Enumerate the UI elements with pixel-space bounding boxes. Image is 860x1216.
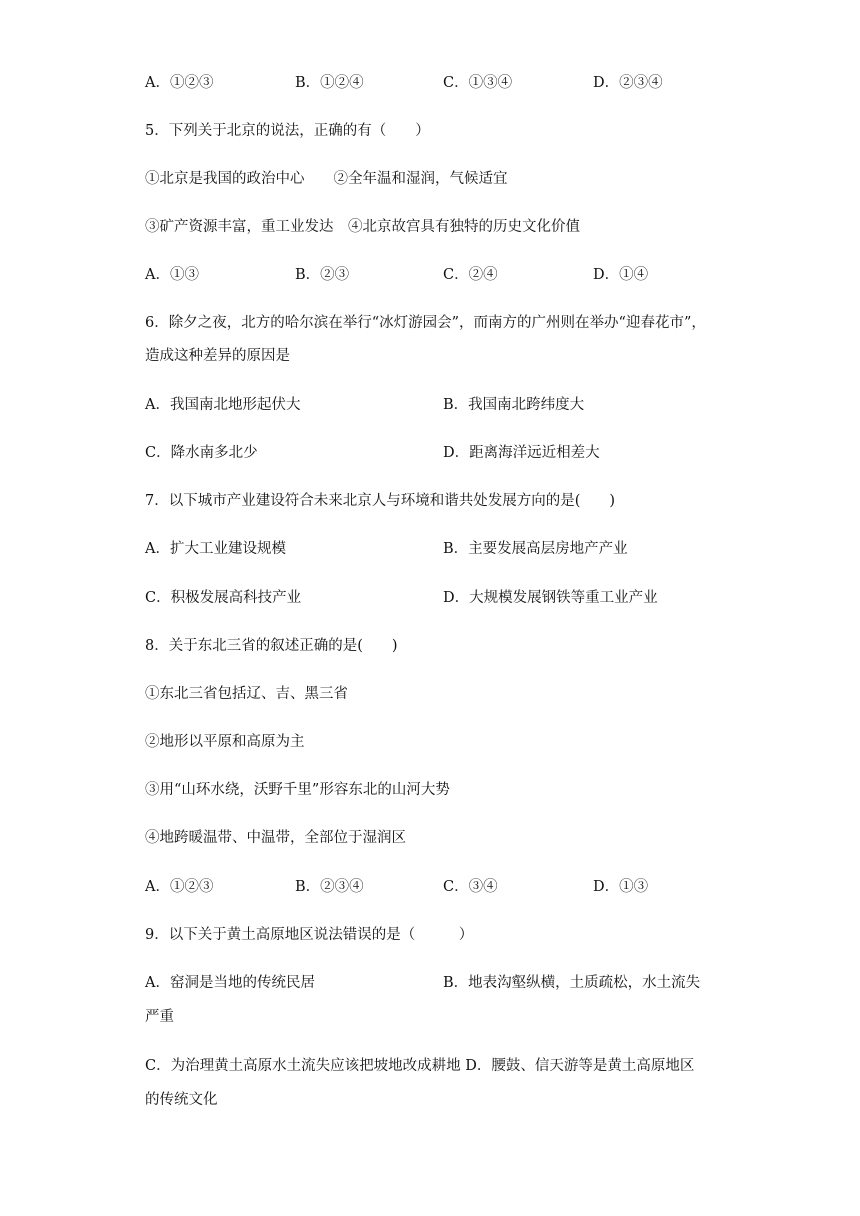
q9-stem: 9．以下关于黄土高原地区说法错误的是（ ） bbox=[145, 927, 474, 943]
q7-option-a: A．扩大工业建设规模 bbox=[145, 541, 286, 557]
q7-option-d: D．大规模发展钢铁等重工业产业 bbox=[443, 590, 658, 606]
q7-option-c: C．积极发展高科技产业 bbox=[145, 590, 302, 606]
q6-stem-line1: 6．除夕之夜，北方的哈尔滨在举行“冰灯游园会”，而南方的广州则在举办“迎春花市”， bbox=[145, 315, 706, 331]
q5-option-b: B．②③ bbox=[295, 267, 350, 283]
q8-item-4: ④地跨暖温带、中温带，全部位于湿润区 bbox=[145, 830, 406, 846]
q8-option-c: C．③④ bbox=[443, 879, 498, 895]
q6-option-b: B．我国南北跨纬度大 bbox=[443, 397, 585, 413]
q4-option-a: A．①②③ bbox=[145, 75, 214, 91]
q8-item-1: ①东北三省包括辽、吉、黑三省 bbox=[145, 686, 348, 702]
q8-item-2: ②地形以平原和高原为主 bbox=[145, 734, 305, 750]
q6-option-a: A．我国南北地形起伏大 bbox=[145, 397, 301, 413]
q9-option-b-line2: 严重 bbox=[145, 1009, 174, 1025]
q6-stem-line2: 造成这种差异的原因是 bbox=[145, 348, 290, 364]
q9-option-a: A．窑洞是当地的传统民居 bbox=[145, 975, 315, 991]
q7-stem: 7．以下城市产业建设符合未来北京人与环境和谐共处发展方向的是( ) bbox=[145, 493, 616, 509]
q7-option-b: B．主要发展高层房地产产业 bbox=[443, 541, 628, 557]
q4-option-b: B．①②④ bbox=[295, 75, 364, 91]
q9-option-b-line1: B．地表沟壑纵横，土质疏松，水土流失 bbox=[443, 975, 701, 991]
q8-option-a: A．①②③ bbox=[145, 879, 214, 895]
q6-option-d: D．距离海洋远近相差大 bbox=[443, 445, 600, 461]
q8-item-3: ③用“山环水绕，沃野千里”形容东北的山河大势 bbox=[145, 782, 450, 798]
q8-option-b: B．②③④ bbox=[295, 879, 364, 895]
q5-item-2: ③矿产资源丰富，重工业发达 ④北京故宫具有独特的历史文化价值 bbox=[145, 219, 580, 235]
q5-option-a: A．①③ bbox=[145, 267, 199, 283]
q5-option-c: C．②④ bbox=[443, 267, 498, 283]
q4-option-c: C．①③④ bbox=[443, 75, 513, 91]
q9-option-cd-line1: C．为治理黄土高原水土流失应该把坡地改成耕地 D．腰鼓、信天游等是黄土高原地区 bbox=[145, 1058, 695, 1074]
q5-option-d: D．①④ bbox=[593, 267, 649, 283]
q8-option-d: D．①③ bbox=[593, 879, 649, 895]
q5-item-1: ①北京是我国的政治中心 ②全年温和湿润，气候适宜 bbox=[145, 171, 508, 187]
q6-option-c: C．降水南多北少 bbox=[145, 445, 258, 461]
q8-stem: 8．关于东北三省的叙述正确的是( ) bbox=[145, 638, 398, 654]
q4-option-d: D．②③④ bbox=[593, 75, 663, 91]
q9-option-cd-line2: 的传统文化 bbox=[145, 1092, 218, 1108]
q5-stem: 5．下列关于北京的说法，正确的有（ ） bbox=[145, 123, 430, 139]
